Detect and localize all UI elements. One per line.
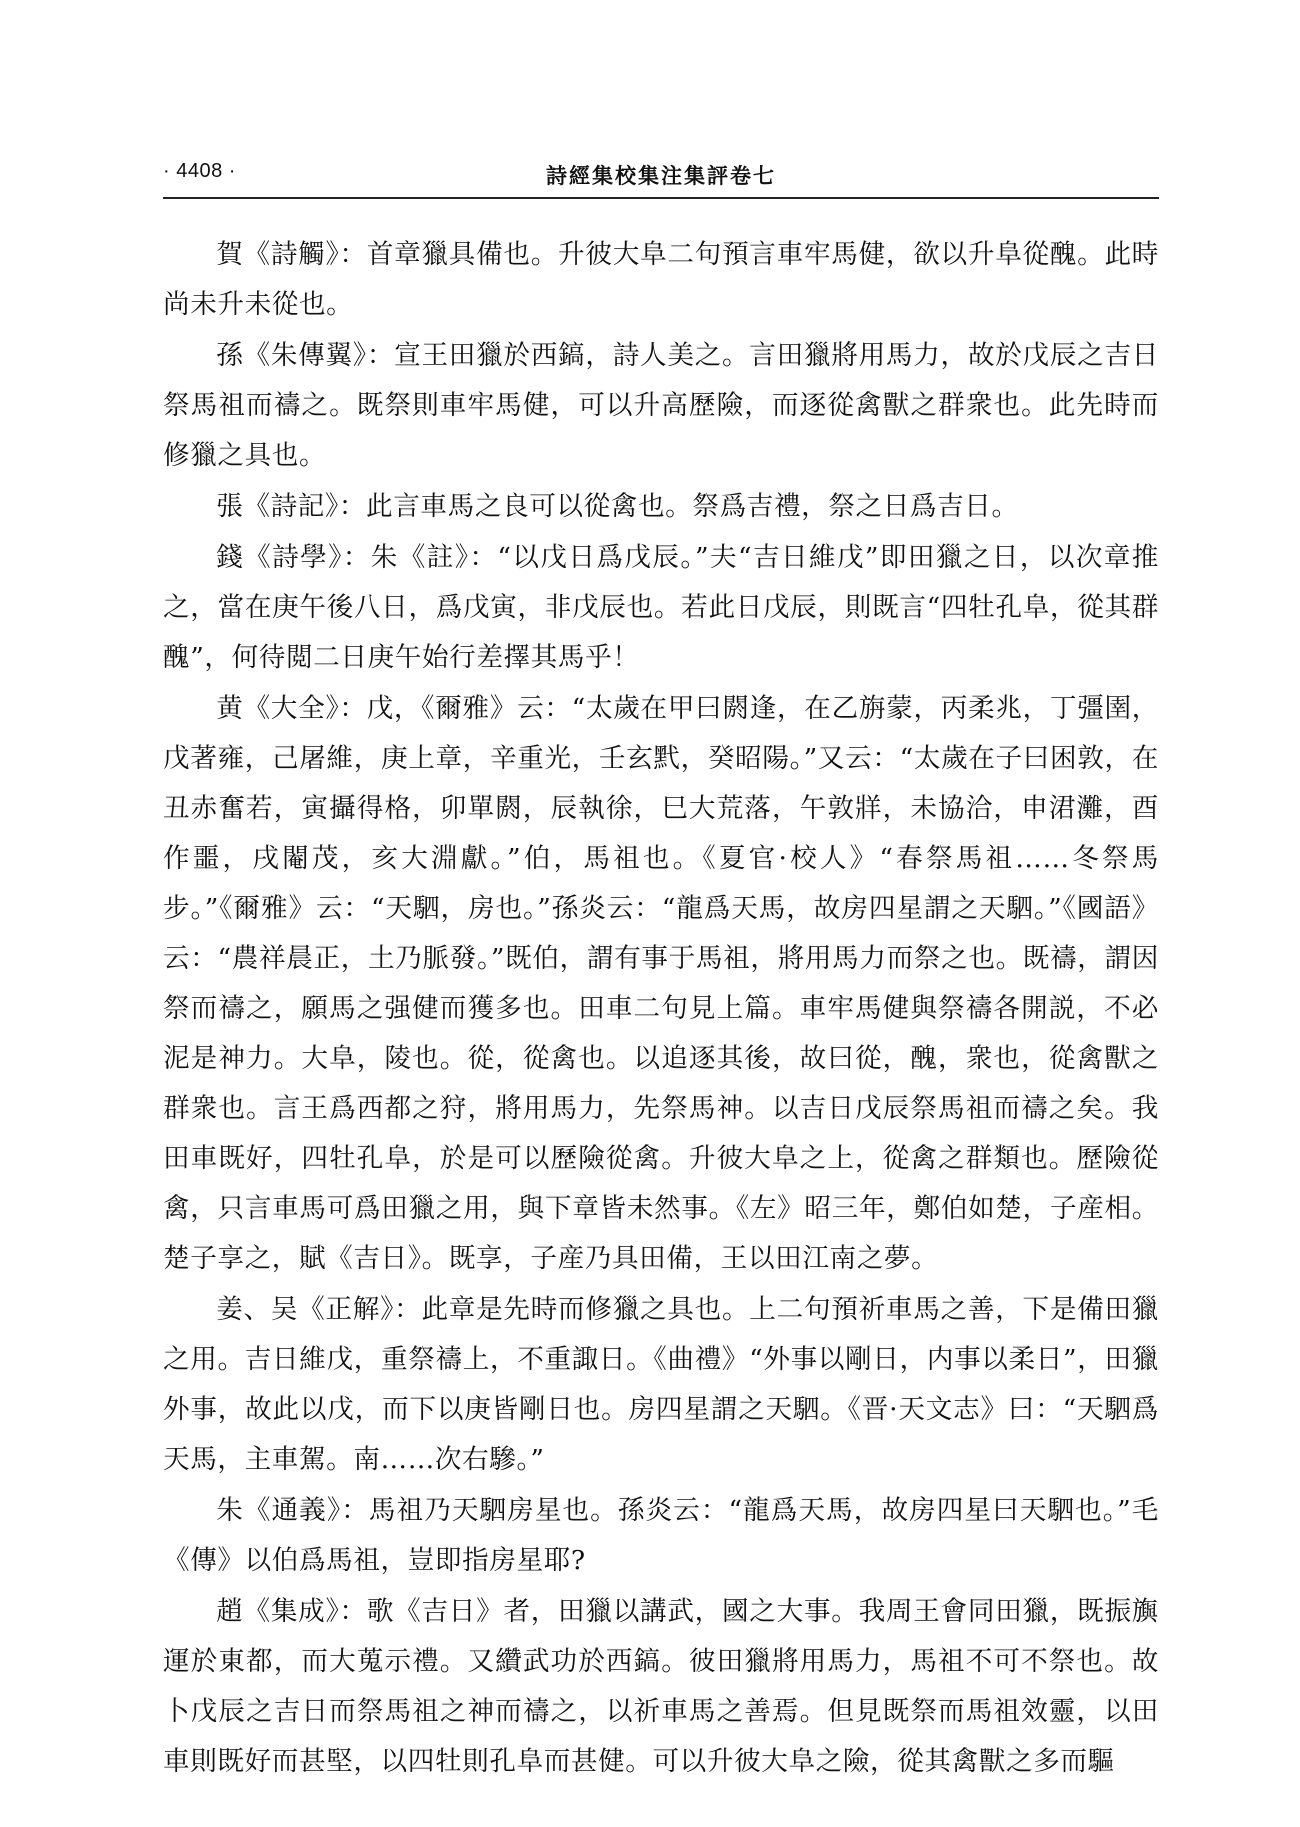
header-rule <box>163 197 1159 199</box>
paragraph-jiang-wu-zhengjie: 姜、吴《正解》：此章是先時而修獵之具也。上二句預祈車馬之善，下是備田獵之用。吉日維戊，重祭禱上，不重諏日。《曲禮》“外事以剛日，内事以柔日”，田獵外事，故此以戊，而下以庚皆剛日也。房四星謂之天駟。《晋·天文志》曰：“天駟爲天馬，主車駕。南……次右驂。” <box>163 1294 1159 1475</box>
body-text <box>163 230 1159 1788</box>
paragraph-huang-daquan: 黄《大全》：戊，《爾雅》云：“太歲在甲曰閼逢，在乙旃蒙，丙柔兆，丁彊圉，戊著雍，己屠維，庚上章，辛重光，壬玄黓，癸昭陽。”又云：“太歲在子曰困敦，在丑赤奮若，寅攝得格，卯單閼，辰執徐，巳大荒落，午敦牂，未協洽，申涒灘，酉作噩，戌閹茂，亥大淵獻。”伯，馬祖也。《夏官·校人》“春祭馬祖……冬祭馬步。”《爾雅》云：“天駟，房也。”孫炎云：“龍爲天馬，故房四星謂之天駟。”《國語》云：“農祥晨正，土乃脈發。”既伯，謂有事于馬祖，將用馬力而祭之也。既禱，謂因祭而禱之，願馬之强健而獲多也。田車二句見上篇。車牢馬健與祭禱各開説，不必泥是神力。大阜，陵也。從，從禽也。以追逐其後，故曰從，醜，衆也，從禽獸之群衆也。言王爲西都之狩，將用馬力，先祭馬神。以吉日戊辰祭馬祖而禱之矣。我田車既好，四牡孔阜，於是可以歷險從禽。升彼大阜之上，從禽之群類也。歷險從禽，只言車馬可爲田獵之用，與下章皆未然事。《左》昭三年，鄭伯如楚，子産相。楚子享之，賦《吉日》。既享，子産乃具田備，王以田江南之夢。 <box>163 693 1159 1274</box>
paragraph-sun-zhuchuanyi: 孫《朱傳翼》：宣王田獵於西鎬，詩人美之。言田獵將用馬力，故於戊辰之吉日祭馬祖而禱之。既祭則車牢馬健，可以升高歷險，而逐從禽獸之群衆也。此先時而修獵之具也。 <box>163 340 1159 471</box>
page-number: · 4408 · <box>163 160 236 182</box>
paragraph-zhao-jicheng: 趙《集成》：歌《吉日》者，田獵以講武，國之大事。我周王會同田獵，既振旟運於東都，而大蒐示禮。又纘武功於西鎬。彼田獵將用馬力，馬祖不可不祭也。故卜戊辰之吉日而祭馬祖之神而禱之，以祈車馬之善焉。但見既祭而馬祖效靈，以田車則既好而甚堅，以四牡則孔阜而甚健。可以升彼大阜之險，從其禽獸之多而驅 <box>163 1596 1159 1777</box>
paragraph-he-shichu: 賀《詩觸》：首章獵具備也。升彼大阜二句預言車牢馬健，欲以升阜從醜。此時尚未升未從也。 <box>163 239 1159 320</box>
running-title: 詩經集校集注集評卷七 <box>546 163 776 188</box>
paragraph-zhu-tongyi: 朱《通義》：馬祖乃天駟房星也。孫炎云：“龍爲天馬，故房四星曰天駟也。”毛《傳》以伯爲馬祖，豈即指房星耶? <box>163 1495 1159 1576</box>
paragraph-qian-shixue: 錢《詩學》：朱《註》：“以戊日爲戊辰。”夫“吉日維戊”即田獵之日，以次章推之，當在庚午後八日，爲戊寅，非戊辰也。若此日戊辰，則既言“四牡孔阜，從其群醜”，何待閲二日庚午始行差擇其馬乎！ <box>163 542 1159 673</box>
page-header <box>163 160 1159 190</box>
paragraph-zhang-shiji: 張《詩記》：此言車馬之良可以從禽也。祭爲吉禮，祭之日爲吉日。 <box>216 491 1019 522</box>
